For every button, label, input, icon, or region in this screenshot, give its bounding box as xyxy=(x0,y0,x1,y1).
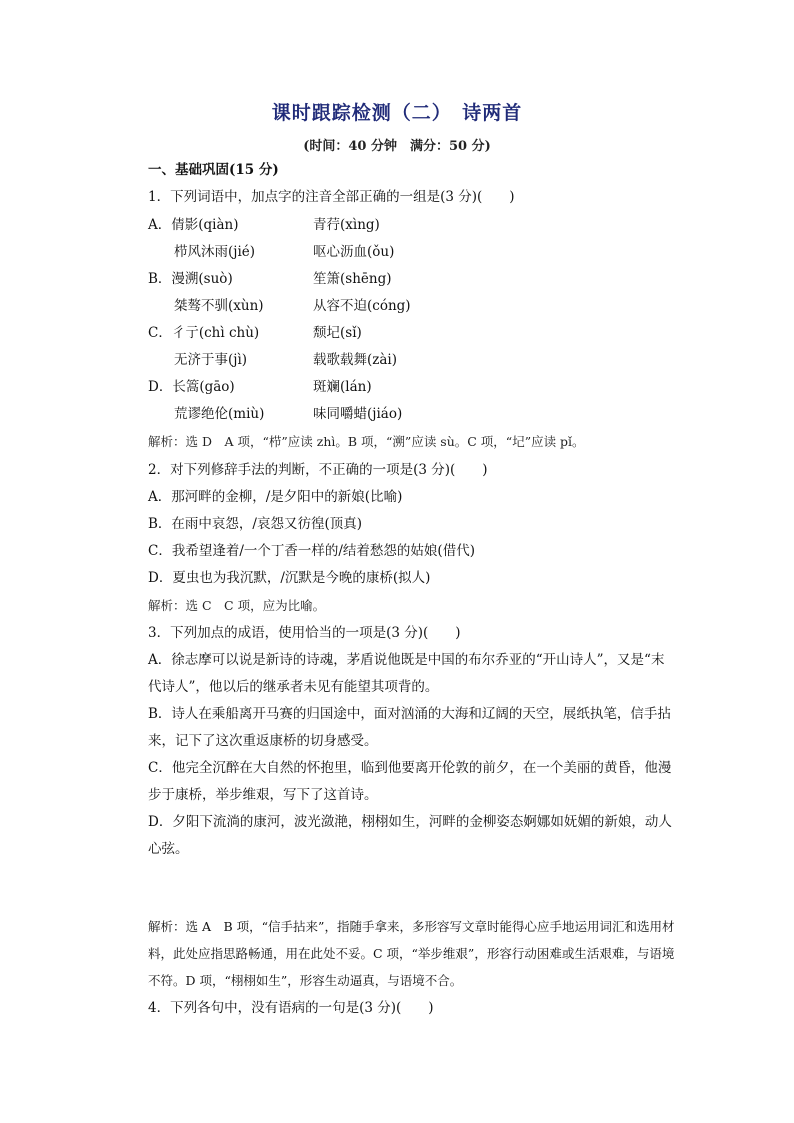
q1-option-b-2: 笙箫(shēng) xyxy=(313,271,392,287)
question-1-stem: 1．下列词语中，加点字的注音全部正确的一组是(3 分)( ) xyxy=(148,189,515,205)
q1-option-c-2: 颓圮(sǐ) xyxy=(313,325,362,341)
q3-answer: 解析：选 A B 项，“信手拈来”，指随手拿来，多形容写文章时能得心应手地运用词汇和选用材料，此处应指思路畅通，用在此处不妥。C 项，“举步维艰”，形容行动困难或生活艰难，与语境不符。D 项，“栩栩如生”，形容生动逼真，与语境不合。 xyxy=(148,919,675,988)
q1-option-c-1: C．彳亍(chì chù) xyxy=(148,325,260,341)
q2-option-d: D．夏虫也为我沉默，/沉默是今晚的康桥(拟人) xyxy=(148,570,431,586)
q1-option-c-3: 无济于事(jì) xyxy=(174,352,248,368)
q1-answer: 解析：选 D A 项，“栉”应读 zhì。B 项，“溯”应读 sù。C 项，“圮”应读 pǐ。 xyxy=(148,434,585,449)
q1-option-a-3: 栉风沐雨(jié) xyxy=(174,244,256,260)
question-2-stem: 2．对下列修辞手法的判断，不正确的一项是(3 分)( ) xyxy=(148,462,488,478)
q1-option-a-1: A．倩影(qiàn) xyxy=(148,217,239,233)
q3-option-d: D．夕阳下流淌的康河，波光潋滟，栩栩如生，河畔的金柳姿态婀娜如妩媚的新娘，动人心弦。 xyxy=(148,814,672,857)
question-3-stem: 3．下列加点的成语，使用恰当的一项是(3 分)( ) xyxy=(148,625,461,641)
q3-option-c: C．他完全沉醉在大自然的怀抱里，临到他要离开伦敦的前夕，在一个美丽的黄昏，他漫步于康桥，举步维艰，写下了这首诗。 xyxy=(148,760,672,803)
question-4-stem: 4．下列各句中，没有语病的一句是(3 分)( ) xyxy=(148,1000,434,1016)
q1-option-c-4: 载歌载舞(zài) xyxy=(313,352,398,368)
q3-option-a: A．徐志摩可以说是新诗的诗魂，茅盾说他既是中国的布尔乔亚的“开山诗人”，又是“末代诗人”，他以后的继承者未见有能望其项背的。 xyxy=(148,652,665,695)
q1-option-d-3: 荒谬绝伦(miù) xyxy=(174,406,265,422)
q2-option-c: C．我希望逢着/一个丁香一样的/结着愁怨的姑娘(借代) xyxy=(148,543,475,559)
q1-option-d-4: 味同嚼蜡(jiáo) xyxy=(313,406,403,422)
q2-option-b: B．在雨中哀怨，/哀怨又彷徨(顶真) xyxy=(148,516,363,532)
q1-option-b-4: 从容不迫(cóng) xyxy=(313,298,411,314)
q1-option-a-4: 呕心沥血(ǒu) xyxy=(313,244,395,260)
page-title: 课时跟踪检测（二） 诗两首 xyxy=(271,102,523,124)
q1-option-b-1: B．漫溯(suò) xyxy=(148,271,233,287)
section-heading: 一、基础巩固(15 分) xyxy=(148,162,279,178)
q3-option-b: B．诗人在乘船离开马赛的归国途中，面对汹涌的大海和辽阔的天空，展纸执笔，信手拈来，记下了这次重返康桥的切身感受。 xyxy=(148,706,671,749)
q1-option-d-2: 斑斓(lán) xyxy=(313,379,372,395)
q2-answer: 解析：选 C C 项，应为比喻。 xyxy=(148,598,326,613)
q2-option-a: A．那河畔的金柳，/是夕阳中的新娘(比喻) xyxy=(148,489,403,505)
q1-option-a-2: 青荇(xìng) xyxy=(313,217,380,233)
q1-option-d-1: D．长篙(gāo) xyxy=(148,379,235,395)
q1-option-b-3: 桀骜不驯(xùn) xyxy=(174,298,264,314)
page-subtitle: (时间：40 分钟 满分：50 分) xyxy=(303,139,491,154)
